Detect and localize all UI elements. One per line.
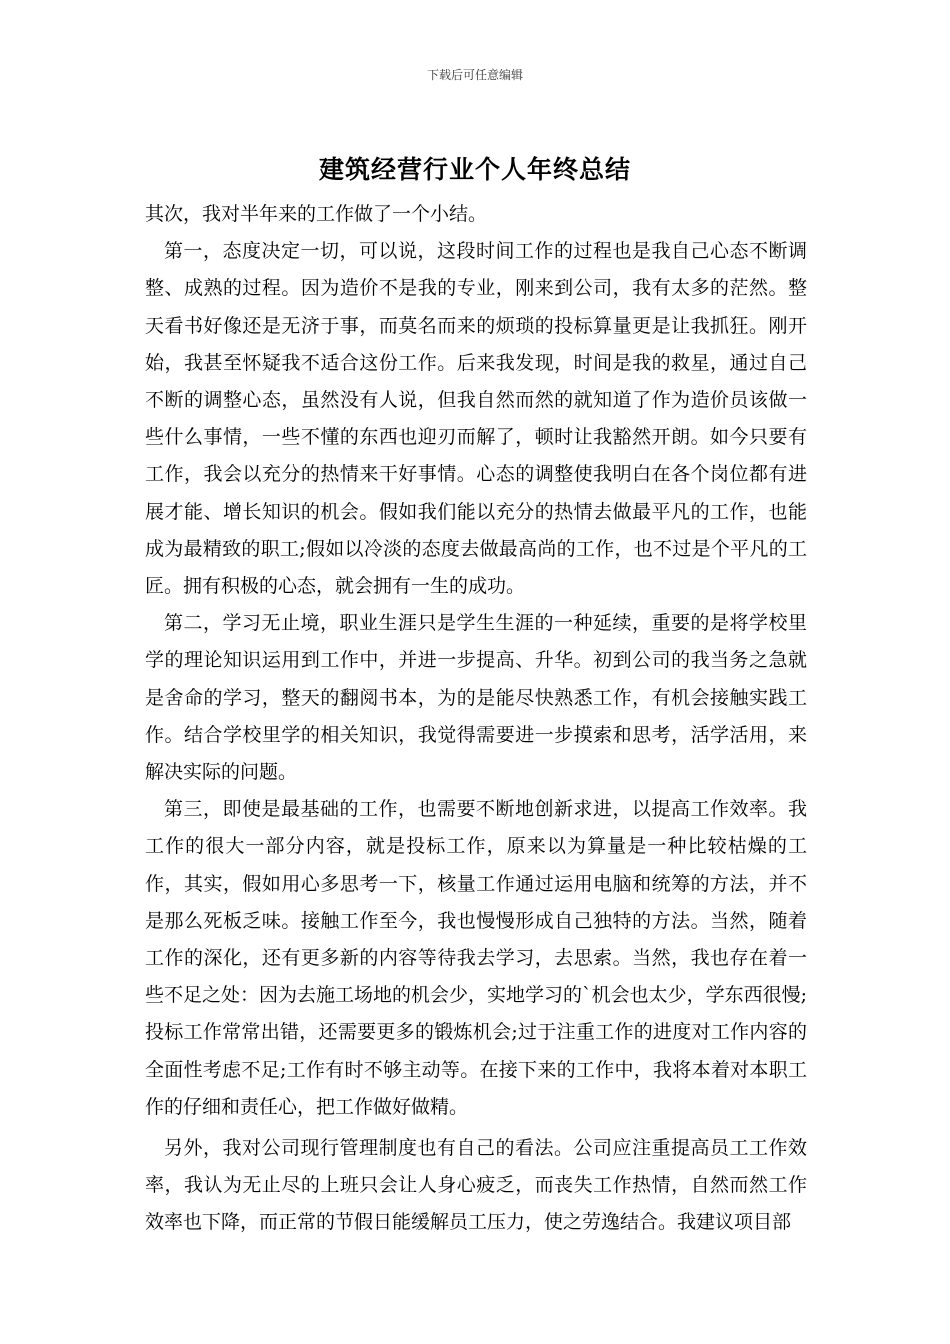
paragraph-additional: 另外，我对公司现行管理制度也有自己的看法。公司应注重提高员工工作效率，我认为无止尽的上班只会让人身心疲乏，而丧失工作热情，自然而然工作效率也下降，而正常的节假日能缓解员工压力，使之劳逸结合。我建议项目部: [145, 1137, 807, 1234]
paragraph-second: 第二，学习无止境，职业生涯只是学生生涯的一种延续，重要的是将学校里学的理论知识运用到工作中，并进一步提高、升华。初到公司的我当务之急就是舍命的学习，整天的翻阅书本，为的是能尽快熟悉工作，有机会接触实践工作。结合学校里学的相关知识，我觉得需要进一步摸索和思考，活学活用，来解决实际的问题。: [145, 612, 807, 784]
paragraph-third: 第三，即使是最基础的工作，也需要不断地创新求进，以提高工作效率。我工作的很大一部分内容，就是投标工作，原来以为算量是一种比较枯燥的工作，其实，假如用心多思考一下，核量工作通过运用电脑和统筹的方法，并不是那么死板乏味。接触工作至今，我也慢慢形成自己独特的方法。当然，随着工作的深化，还有更多新的内容等待我去学习，去思索。当然，我也存在着一些不足之处：因为去施工场地的机会少，实地学习的`机会也太少，学东西很慢;投标工作常常出错，还需要更多的锻炼机会;过于注重工作的进度对工作内容的全面性考虑不足;工作有时不够主动等。在接下来的工作中，我将本着对本职工作的仔细和责任心，把工作做好做精。: [145, 798, 807, 1118]
paragraph-intro: 其次，我对半年来的工作做了一个小结。: [145, 203, 488, 225]
document-title: 建筑经营行业个人年终总结: [318, 155, 631, 184]
header-note: 下载后可任意编辑: [426, 68, 523, 82]
paragraph-first: 第一，态度决定一切，可以说，这段时间工作的过程也是我自己心态不断调整、成熟的过程。因为造价不是我的专业，刚来到公司，我有太多的茫然。整天看书好像还是无济于事，而莫名而来的烦琐的投标算量更是让我抓狂。刚开始，我甚至怀疑我不适合这份工作。后来我发现，时间是我的救星，通过自己不断的调整心态，虽然没有人说，但我自然而然的就知道了作为造价员该做一些什么事情，一些不懂的东西也迎刃而解了，顿时让我豁然开朗。如今只要有工作，我会以充分的热情来干好事情。心态的调整使我明白在各个岗位都有进展才能、增长知识的机会。假如我们能以充分的热情去做最平凡的工作，也能成为最精致的职工;假如以冷淡的态度去做最高尚的工作，也不过是个平凡的工匠。拥有积极的心态，就会拥有一生的成功。: [145, 240, 807, 598]
document-body: [145, 196, 807, 1242]
